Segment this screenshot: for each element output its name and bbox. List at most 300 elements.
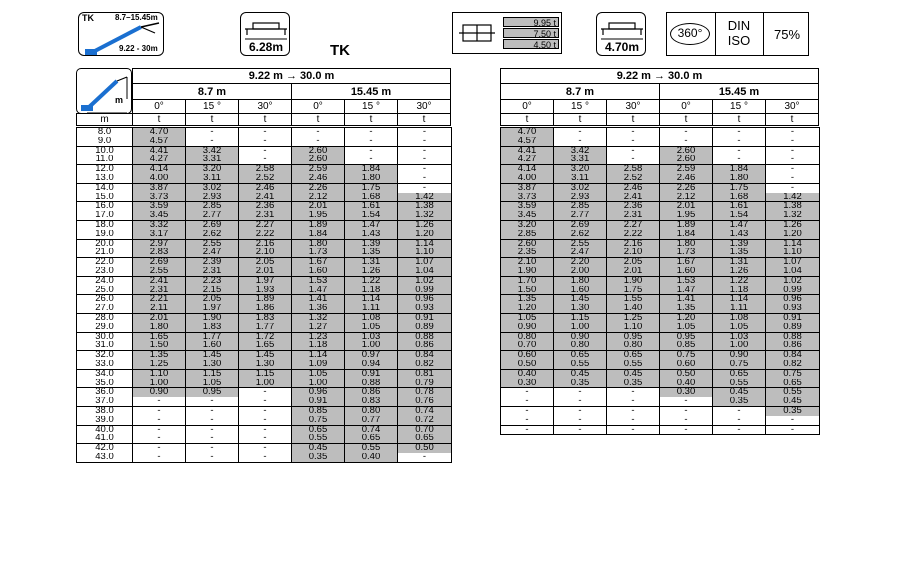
load-cell: - [239, 416, 292, 425]
load-cell: 0.75 [292, 416, 345, 425]
load-cell: 4.00 [501, 174, 554, 183]
load-cell: 3.11 [186, 174, 239, 183]
load-cell: 0.86 [766, 341, 820, 350]
load-cell: - [345, 146, 398, 155]
load-cell: - [660, 406, 713, 415]
angle-header-15: 15 ° [185, 99, 239, 114]
load-cell: 1.47 [713, 220, 766, 229]
load-cell: 0.91 [398, 313, 452, 322]
table-row [77, 444, 452, 453]
table-row [501, 313, 820, 322]
table-row [501, 128, 820, 137]
load-cell: 0.60 [660, 360, 713, 369]
load-cell: 0.75 [766, 369, 820, 378]
radius-cell: 40.0 [77, 425, 133, 434]
load-cell: - [133, 406, 186, 415]
load-cell: 2.97 [133, 239, 186, 248]
radius-cell: 41.0 [77, 434, 133, 443]
table-row [77, 453, 452, 462]
slew-cell [667, 13, 716, 55]
load-cell: 3.42 [554, 146, 607, 155]
load-cell: 2.16 [239, 239, 292, 248]
load-cell: 3.45 [133, 211, 186, 220]
load-cell: 4.57 [133, 137, 186, 146]
load-cell: 0.97 [345, 351, 398, 360]
load-cell: 3.42 [186, 146, 239, 155]
angle-header-15: 15 ° [344, 99, 398, 114]
load-cell: 0.65 [766, 379, 820, 388]
load-cell: 1.80 [554, 276, 607, 285]
tk-icon-boom-range: 9.22 - 30m [119, 44, 158, 53]
load-cell: - [292, 128, 345, 137]
load-cell: 2.39 [186, 258, 239, 267]
load-cell: 2.10 [607, 248, 660, 257]
slew-angle: 360° [677, 26, 703, 40]
load-cell: 2.36 [239, 202, 292, 211]
load-cell: - [607, 425, 660, 435]
table-row [501, 425, 820, 435]
load-cell: 3.87 [133, 183, 186, 192]
load-cell: - [607, 416, 660, 425]
load-cell: 2.59 [660, 165, 713, 174]
load-cell: 2.62 [554, 230, 607, 239]
load-cell: 1.75 [345, 183, 398, 192]
load-cell: 0.93 [766, 304, 820, 313]
load-cell: 1.47 [345, 220, 398, 229]
load-cell: 1.14 [713, 295, 766, 304]
counterweight-2: 7.50 t [503, 28, 559, 38]
left-load-chart-table [76, 127, 452, 463]
load-cell: - [239, 146, 292, 155]
load-cell: - [186, 397, 239, 406]
load-cell: 1.41 [292, 295, 345, 304]
load-cell: 1.31 [345, 258, 398, 267]
load-cell: 0.35 [554, 379, 607, 388]
table-row [77, 416, 452, 425]
load-cell: - [607, 397, 660, 406]
load-cell: 0.55 [345, 444, 398, 453]
load-cell: - [766, 425, 820, 435]
load-cell: 1.38 [766, 202, 820, 211]
jib-8-7-header: 8.7 m [500, 83, 660, 100]
table-row [501, 369, 820, 378]
load-cell: 1.10 [398, 248, 452, 257]
table-row [77, 295, 452, 304]
load-cell: 0.91 [345, 369, 398, 378]
radius-cell: 30.0 [77, 332, 133, 341]
load-cell: - [554, 406, 607, 415]
unit-t-header: t [659, 113, 713, 126]
load-cell: 1.54 [713, 211, 766, 220]
load-cell: - [133, 453, 186, 462]
radius-cell: 35.0 [77, 379, 133, 388]
table-row [77, 369, 452, 378]
angle-header-0: 0° [291, 99, 345, 114]
load-cell: 0.65 [554, 351, 607, 360]
unit-t-header: t [553, 113, 607, 126]
load-cell: 1.32 [398, 211, 452, 220]
load-cell: - [713, 406, 766, 415]
load-cell: - [766, 183, 820, 192]
load-cell: 2.47 [554, 248, 607, 257]
load-cell: - [501, 406, 554, 415]
load-cell: 0.65 [292, 425, 345, 434]
load-cell: 0.75 [660, 351, 713, 360]
table-row [77, 230, 452, 239]
table-row [501, 323, 820, 332]
load-cell: 1.26 [713, 267, 766, 276]
load-cell: 0.89 [766, 323, 820, 332]
load-cell: 1.90 [607, 276, 660, 285]
load-cell: 1.10 [607, 323, 660, 332]
load-cell: 1.27 [292, 323, 345, 332]
load-cell: 2.23 [186, 276, 239, 285]
table-row [501, 351, 820, 360]
load-cell: 1.73 [660, 248, 713, 257]
radius-cell: 23.0 [77, 267, 133, 276]
angle-header-15: 15 ° [553, 99, 607, 114]
load-cell: 1.11 [345, 304, 398, 313]
load-cell: 0.74 [398, 406, 452, 415]
load-cell: 2.93 [186, 193, 239, 202]
load-cell: 1.14 [398, 239, 452, 248]
load-cell: 4.41 [501, 146, 554, 155]
radius-cell: 26.0 [77, 295, 133, 304]
load-cell: 1.26 [398, 220, 452, 229]
load-cell: 2.77 [554, 211, 607, 220]
load-cell: 1.61 [345, 202, 398, 211]
load-cell: 1.86 [239, 304, 292, 313]
load-cell: 0.80 [345, 406, 398, 415]
load-cell: 2.41 [607, 193, 660, 202]
load-cell: 2.58 [607, 165, 660, 174]
load-cell: 0.96 [398, 295, 452, 304]
load-cell: - [554, 128, 607, 137]
load-cell: 1.67 [292, 258, 345, 267]
load-cell: 1.10 [766, 248, 820, 257]
load-cell: 1.00 [345, 341, 398, 350]
load-cell: 1.04 [398, 267, 452, 276]
load-cell: 0.70 [501, 341, 554, 350]
load-cell: 0.78 [398, 388, 452, 397]
load-cell: 1.18 [713, 286, 766, 295]
load-cell: - [554, 425, 607, 435]
load-cell: 2.52 [239, 174, 292, 183]
load-cell: - [501, 397, 554, 406]
table-row [77, 211, 452, 220]
load-cell: 2.60 [660, 155, 713, 164]
load-cell: - [607, 406, 660, 415]
load-cell: - [766, 174, 820, 183]
load-cell: 0.55 [607, 360, 660, 369]
load-cell: 1.02 [398, 276, 452, 285]
load-cell: 2.77 [186, 211, 239, 220]
load-cell: 2.58 [239, 165, 292, 174]
load-cell: 4.00 [133, 174, 186, 183]
radius-cell: 22.0 [77, 258, 133, 267]
table-row [501, 193, 820, 202]
load-cell: 0.55 [292, 434, 345, 443]
load-cell: 2.46 [607, 183, 660, 192]
load-cell: 1.80 [660, 239, 713, 248]
load-cell: 1.14 [766, 239, 820, 248]
stability-cell: 75% [773, 27, 801, 42]
load-cell: 4.41 [133, 146, 186, 155]
load-cell: - [501, 416, 554, 425]
load-cell: - [239, 128, 292, 137]
outrigger-left-icon [240, 12, 290, 56]
load-cell: - [239, 434, 292, 443]
load-cell: 1.73 [292, 248, 345, 257]
load-cell: - [186, 406, 239, 415]
load-cell: - [345, 137, 398, 146]
load-cell: - [292, 137, 345, 146]
load-cell: 1.20 [766, 230, 820, 239]
radius-cell: 28.0 [77, 313, 133, 322]
load-cell: 1.38 [398, 202, 452, 211]
angle-header-30: 30° [238, 99, 292, 114]
table-row [501, 165, 820, 174]
load-cell: 0.72 [398, 416, 452, 425]
load-cell: - [554, 397, 607, 406]
radius-cell: 9.0 [77, 137, 133, 146]
load-cell: 3.20 [501, 220, 554, 229]
load-cell: 0.50 [660, 369, 713, 378]
load-cell: 4.70 [133, 128, 186, 137]
load-cell: 1.93 [239, 286, 292, 295]
load-cell: 1.55 [607, 295, 660, 304]
angle-header-0: 0° [500, 99, 554, 114]
load-cell: 1.84 [660, 230, 713, 239]
load-cell: 0.85 [660, 341, 713, 350]
boom-range-header: 9.22 m → 30.0 m [132, 68, 451, 84]
load-cell: 1.84 [713, 165, 766, 174]
load-cell: 3.73 [133, 193, 186, 202]
load-cell: 1.90 [186, 313, 239, 322]
load-cell: 0.40 [501, 369, 554, 378]
table-row [77, 379, 452, 388]
load-cell: 1.39 [345, 239, 398, 248]
unit-t-header: t [291, 113, 345, 126]
angle-header-0: 0° [659, 99, 713, 114]
load-cell: - [186, 425, 239, 434]
load-cell: 2.52 [607, 174, 660, 183]
unit-t-header: t [712, 113, 766, 126]
load-cell: - [133, 434, 186, 443]
radius-cell: 32.0 [77, 351, 133, 360]
load-cell: 0.80 [501, 332, 554, 341]
load-cell: 2.83 [133, 248, 186, 257]
load-cell: 1.05 [660, 323, 713, 332]
load-cell: 2.01 [133, 313, 186, 322]
load-cell: - [239, 444, 292, 453]
load-cell: 1.60 [186, 341, 239, 350]
load-cell: 1.97 [186, 304, 239, 313]
radius-cell: 10.0 [77, 146, 133, 155]
load-cell: 1.18 [292, 341, 345, 350]
load-cell: 0.96 [292, 388, 345, 397]
counterweight-1: 9.95 t [503, 17, 559, 27]
radius-icon-unit: m [115, 95, 124, 105]
table-row [501, 406, 820, 415]
load-cell: 2.01 [239, 267, 292, 276]
load-cell: 3.02 [554, 183, 607, 192]
load-cell: 0.95 [660, 332, 713, 341]
load-cell: 0.40 [660, 379, 713, 388]
load-cell: - [186, 137, 239, 146]
load-cell: 0.75 [713, 360, 766, 369]
radius-cell: 11.0 [77, 155, 133, 164]
load-cell: 0.90 [554, 332, 607, 341]
table-row [77, 128, 452, 137]
load-cell: - [186, 434, 239, 443]
load-cell: 1.00 [133, 379, 186, 388]
load-cell: 0.86 [345, 388, 398, 397]
load-cell: 1.80 [292, 239, 345, 248]
load-cell: 2.15 [186, 286, 239, 295]
load-cell: 1.84 [292, 230, 345, 239]
load-cell: 0.86 [398, 341, 452, 350]
load-cell: 0.94 [345, 360, 398, 369]
load-cell: 1.03 [713, 332, 766, 341]
load-cell: 1.25 [607, 313, 660, 322]
load-cell: 1.35 [713, 248, 766, 257]
load-cell: - [239, 397, 292, 406]
load-cell: 1.75 [713, 183, 766, 192]
radius-cell: 14.0 [77, 183, 133, 192]
load-cell: - [133, 397, 186, 406]
load-cell: 0.88 [766, 332, 820, 341]
load-cell: 1.40 [607, 304, 660, 313]
table-row [501, 258, 820, 267]
load-cell: 0.82 [398, 360, 452, 369]
load-cell: 1.43 [713, 230, 766, 239]
unit-t-header: t [765, 113, 819, 126]
load-cell: 1.36 [292, 304, 345, 313]
load-cell: - [607, 128, 660, 137]
load-cell: 0.45 [554, 369, 607, 378]
load-cell: 3.73 [501, 193, 554, 202]
load-cell: 1.07 [398, 258, 452, 267]
load-cell: 1.20 [660, 313, 713, 322]
load-cell: 0.40 [345, 453, 398, 462]
load-cell: 0.95 [186, 388, 239, 397]
load-cell: - [186, 128, 239, 137]
load-cell: 3.11 [554, 174, 607, 183]
load-cell: 0.93 [398, 304, 452, 313]
load-cell: 1.26 [766, 220, 820, 229]
radius-cell: 42.0 [77, 444, 133, 453]
load-cell: 1.60 [292, 267, 345, 276]
standard-iso: ISO [727, 33, 751, 48]
load-cell: 2.01 [607, 267, 660, 276]
load-cell: 0.35 [292, 453, 345, 462]
angle-header-15: 15 ° [712, 99, 766, 114]
load-cell: - [713, 416, 766, 425]
load-cell: - [501, 425, 554, 435]
load-cell: 2.16 [607, 239, 660, 248]
load-cell: - [713, 425, 766, 435]
table-row [501, 183, 820, 192]
load-cell: - [398, 146, 452, 155]
load-cell: 2.21 [133, 295, 186, 304]
table-row [501, 202, 820, 211]
load-cell: 1.31 [713, 258, 766, 267]
load-cell: 1.68 [345, 193, 398, 202]
load-cell: 2.69 [554, 220, 607, 229]
load-cell: 0.77 [345, 416, 398, 425]
radius-cell: 27.0 [77, 304, 133, 313]
load-cell: 2.26 [660, 183, 713, 192]
load-cell: 2.55 [186, 239, 239, 248]
load-cell: - [554, 137, 607, 146]
load-cell: 0.45 [607, 369, 660, 378]
load-cell: 0.74 [345, 425, 398, 434]
load-cell: 4.57 [501, 137, 554, 146]
load-cell: 0.91 [766, 313, 820, 322]
load-cell: 0.76 [398, 397, 452, 406]
load-cell: 1.25 [133, 360, 186, 369]
load-cell: 3.02 [186, 183, 239, 192]
radius-cell: 37.0 [77, 397, 133, 406]
load-cell: 3.31 [554, 155, 607, 164]
load-cell: 1.84 [345, 165, 398, 174]
load-cell: 0.65 [345, 434, 398, 443]
load-cell: 3.59 [501, 202, 554, 211]
load-cell: - [713, 137, 766, 146]
load-cell: 1.77 [239, 323, 292, 332]
load-cell: 1.45 [239, 351, 292, 360]
load-cell: 2.55 [554, 239, 607, 248]
load-cell: 1.08 [713, 313, 766, 322]
table-row [501, 267, 820, 276]
load-cell: - [398, 453, 452, 462]
tk-icon-label: TK [82, 13, 94, 23]
load-cell: 1.26 [345, 267, 398, 276]
load-cell: 1.10 [133, 369, 186, 378]
radius-cell: 38.0 [77, 406, 133, 415]
load-cell: 1.05 [292, 369, 345, 378]
load-cell: 2.60 [292, 146, 345, 155]
radius-cell: 36.0 [77, 388, 133, 397]
load-cell: 0.96 [766, 295, 820, 304]
load-cell: 0.89 [398, 323, 452, 332]
load-cell: - [660, 128, 713, 137]
load-cell: 2.27 [607, 220, 660, 229]
load-cell: - [554, 388, 607, 397]
radius-cell: 15.0 [77, 193, 133, 202]
load-cell: - [660, 416, 713, 425]
load-cell: 2.69 [133, 258, 186, 267]
table-row [77, 202, 452, 211]
load-cell: - [345, 155, 398, 164]
load-cell: 2.00 [554, 267, 607, 276]
load-cell: 2.05 [186, 295, 239, 304]
load-cell: 3.20 [554, 165, 607, 174]
load-cell: - [239, 425, 292, 434]
load-cell: 1.67 [660, 258, 713, 267]
table-row [77, 193, 452, 202]
load-cell: 1.05 [501, 313, 554, 322]
load-cell: 1.08 [345, 313, 398, 322]
table-row [501, 332, 820, 341]
load-cell: 1.00 [554, 323, 607, 332]
load-cell: 2.85 [554, 202, 607, 211]
outrigger-icon [597, 15, 647, 43]
radius-cell: 29.0 [77, 323, 133, 332]
load-cell: - [713, 128, 766, 137]
load-cell: 2.10 [501, 258, 554, 267]
